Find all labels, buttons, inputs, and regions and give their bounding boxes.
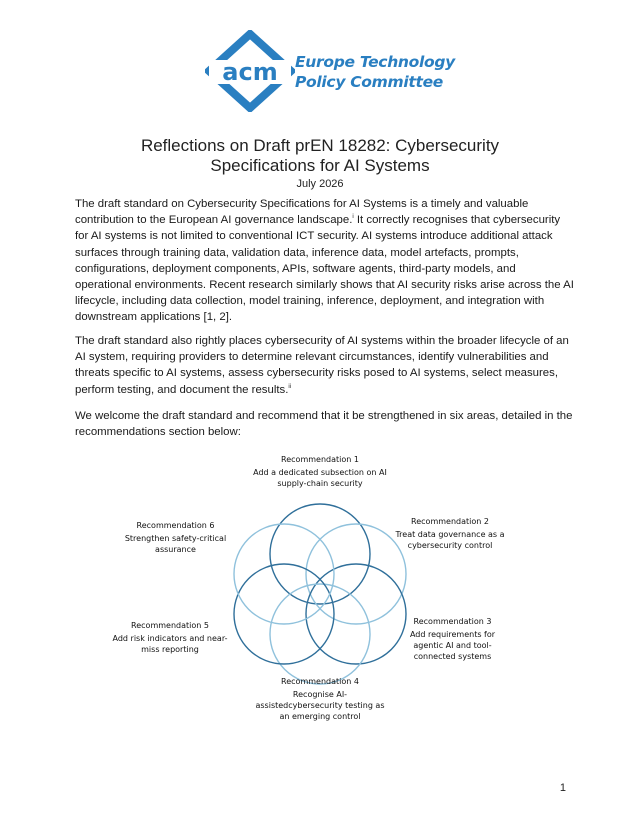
lifecycle-paragraph [75, 333, 575, 398]
petal-circle-4 [270, 584, 370, 684]
recommendation-2 [385, 516, 515, 551]
logo-committee-name [295, 52, 455, 92]
recommendation-3-head: Recommendation 3 [413, 617, 492, 626]
recommendation-3-body: Add requirements for agentic AI and tool-connected systems [409, 630, 496, 661]
recommendation-1-head: Recommendation 1 [281, 455, 359, 464]
intro-paragraph [75, 196, 575, 326]
acm-diamond-icon [205, 30, 295, 112]
logo-acm-text: acm [222, 58, 278, 86]
footnote-ref-ii[interactable]: ii [288, 383, 292, 390]
recommendation-5 [105, 620, 235, 655]
recommendations-diagram [95, 450, 545, 750]
logo-line-2: Policy Committee [295, 73, 444, 91]
lifecycle-text: The draft standard also rightly places cybersecurity of AI systems within the broader lifecycle of an AI system, requiring providers to determine relevant circumstances, identify vulnerabilities and threats specific to AI systems, assess cybersecurity risks posed to AI systems, select measures, perform testing, and document the results. [75, 335, 569, 396]
recommendation-6-head: Recommendation 6 [136, 521, 215, 530]
title-line-1: Reflections on Draft prEN 18282: Cybersecurity [140, 136, 500, 155]
recommendation-3 [395, 616, 510, 662]
recommendation-6-body: Strengthen safety-critical assurance [124, 534, 227, 554]
recommendation-2-body: Treat data governance as a cybersecurity control [395, 530, 505, 550]
document-title [80, 136, 560, 176]
recommendation-4 [250, 676, 390, 722]
intro-text-a: The draft standard on Cybersecurity Specifications for AI Systems is a timely and valuable contribution to the European AI governance landscape. [75, 198, 529, 227]
recommendation-1-body: Add a dedicated subsection on AI supply-chain security [253, 468, 387, 488]
recommendation-4-body: Recognise AI-assistedcybersecurity testing as an emerging control [255, 690, 385, 721]
recommendation-2-head: Recommendation 2 [411, 517, 489, 526]
recommendations-intro: We welcome the draft standard and recommend that it be strengthened in six areas, detailed in the recommendations section below: [75, 410, 573, 439]
recommendation-4-head: Recommendation 4 [281, 677, 359, 686]
recommendation-5-body: Add risk indicators and near-miss reporting [112, 634, 228, 654]
acm-logo [205, 30, 455, 112]
recommendation-1 [245, 454, 395, 489]
petal-circle-3 [306, 564, 406, 664]
footnote-ref-i[interactable]: i [352, 214, 354, 221]
page-number: 1 [559, 782, 566, 794]
document-date: July 2026 [296, 178, 344, 190]
recommendation-6 [113, 520, 238, 555]
petal-circle-5 [234, 564, 334, 664]
recommendation-5-head: Recommendation 5 [131, 621, 209, 630]
intro-text-b: It correctly recognises that cybersecurity for AI systems is not limited to conventional ICT security. AI systems introduce additional attack surfaces through training data, validation data, inference data, model artefacts, prompts, configurations, deployment components, APIs, software agents, third-party models, and operational environments. Recent research similarly shows that AI security risks arise across the AI lifecycle, including data collection, model training, inference, deployment, and integration with downstream applications [1, 2]. [75, 214, 574, 324]
petal-circle-6 [234, 524, 334, 624]
petal-circle-1 [270, 504, 370, 604]
logo-line-1: Europe Technology [295, 53, 455, 71]
title-line-2: Specifications for AI Systems [210, 156, 430, 175]
